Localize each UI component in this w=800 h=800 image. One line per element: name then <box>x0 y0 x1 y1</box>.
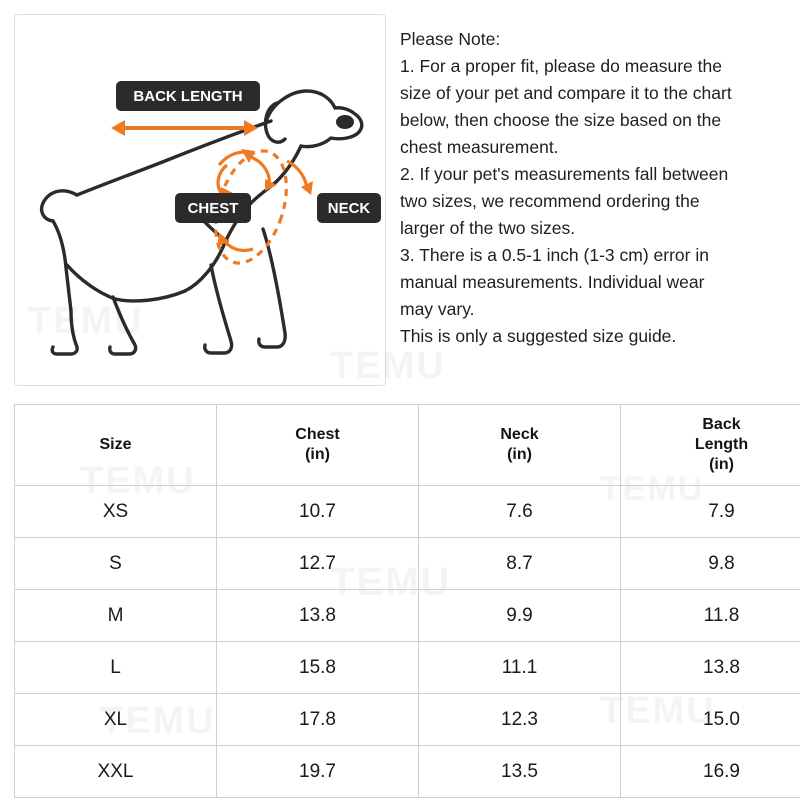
table-body <box>15 486 800 798</box>
cell-back-length: 9.8 <box>621 538 800 590</box>
cell-chest: 13.8 <box>217 590 419 642</box>
cell-chest: 15.8 <box>217 642 419 694</box>
cell-neck: 11.1 <box>419 642 621 694</box>
note-line: 1. For a proper fit, please do measure the <box>400 56 722 76</box>
label-chest-text: CHEST <box>187 200 239 217</box>
dog-illustration-svg <box>15 15 385 385</box>
column-header-chest <box>217 405 419 486</box>
cell-back-length: 7.9 <box>621 486 800 538</box>
note-line: size of your pet and compare it to the chart <box>400 83 732 103</box>
label-neck <box>317 193 381 223</box>
note-line: 2. If your pet's measurements fall between <box>400 164 729 184</box>
table-header-row <box>15 405 800 486</box>
cell-size: XS <box>15 486 217 538</box>
label-back-length-text: BACK LENGTH <box>133 88 243 105</box>
table-row <box>15 590 800 642</box>
note-line: chest measurement. <box>400 137 559 157</box>
cell-size: L <box>15 642 217 694</box>
column-header-back-main: Back <box>702 416 741 433</box>
cell-neck: 9.9 <box>419 590 621 642</box>
column-header-neck <box>419 405 621 486</box>
cell-neck: 7.6 <box>419 486 621 538</box>
top-section <box>14 14 786 394</box>
table-row <box>15 486 800 538</box>
column-header-back-length <box>621 405 800 486</box>
table-row <box>15 642 800 694</box>
table-row <box>15 746 800 798</box>
size-chart-table <box>14 404 800 798</box>
cell-back-length: 16.9 <box>621 746 800 798</box>
cell-chest: 12.7 <box>217 538 419 590</box>
label-back-length <box>116 81 260 111</box>
column-header-neck-unit: (in) <box>507 446 532 463</box>
column-header-size <box>15 405 217 486</box>
note-line: may vary. <box>400 299 475 319</box>
cell-size: M <box>15 590 217 642</box>
note-line: manual measurements. Individual wear <box>400 272 705 292</box>
please-note-block <box>400 14 786 394</box>
cell-size: XXL <box>15 746 217 798</box>
label-neck-text: NECK <box>327 200 371 217</box>
note-title: Please Note: <box>400 29 501 49</box>
note-line: two sizes, we recommend ordering the <box>400 191 700 211</box>
size-chart-table-wrap <box>14 404 786 798</box>
cell-chest: 10.7 <box>217 486 419 538</box>
column-header-neck-main: Neck <box>500 426 539 443</box>
cell-size: XL <box>15 694 217 746</box>
label-chest <box>175 193 251 223</box>
cell-neck: 13.5 <box>419 746 621 798</box>
column-header-back-sub: Length <box>694 436 749 453</box>
dog-eye <box>336 115 354 129</box>
note-line: This is only a suggested size guide. <box>400 326 677 346</box>
cell-back-length: 11.8 <box>621 590 800 642</box>
cell-neck: 8.7 <box>419 538 621 590</box>
note-line: larger of the two sizes. <box>400 218 576 238</box>
cell-back-length: 13.8 <box>621 642 800 694</box>
table-row <box>15 538 800 590</box>
table-head <box>15 405 800 486</box>
column-header-chest-unit: (in) <box>305 446 330 463</box>
column-header-chest-main: Chest <box>295 426 340 443</box>
note-line: below, then choose the size based on the <box>400 110 722 130</box>
cell-size: S <box>15 538 217 590</box>
table-row <box>15 694 800 746</box>
column-header-back-unit: (in) <box>709 456 734 473</box>
cell-chest: 17.8 <box>217 694 419 746</box>
cell-chest: 19.7 <box>217 746 419 798</box>
dog-measurement-diagram <box>14 14 386 386</box>
note-line: 3. There is a 0.5-1 inch (1-3 cm) error in <box>400 245 709 265</box>
cell-neck: 12.3 <box>419 694 621 746</box>
column-header-size-main: Size <box>99 436 132 453</box>
cell-back-length: 15.0 <box>621 694 800 746</box>
